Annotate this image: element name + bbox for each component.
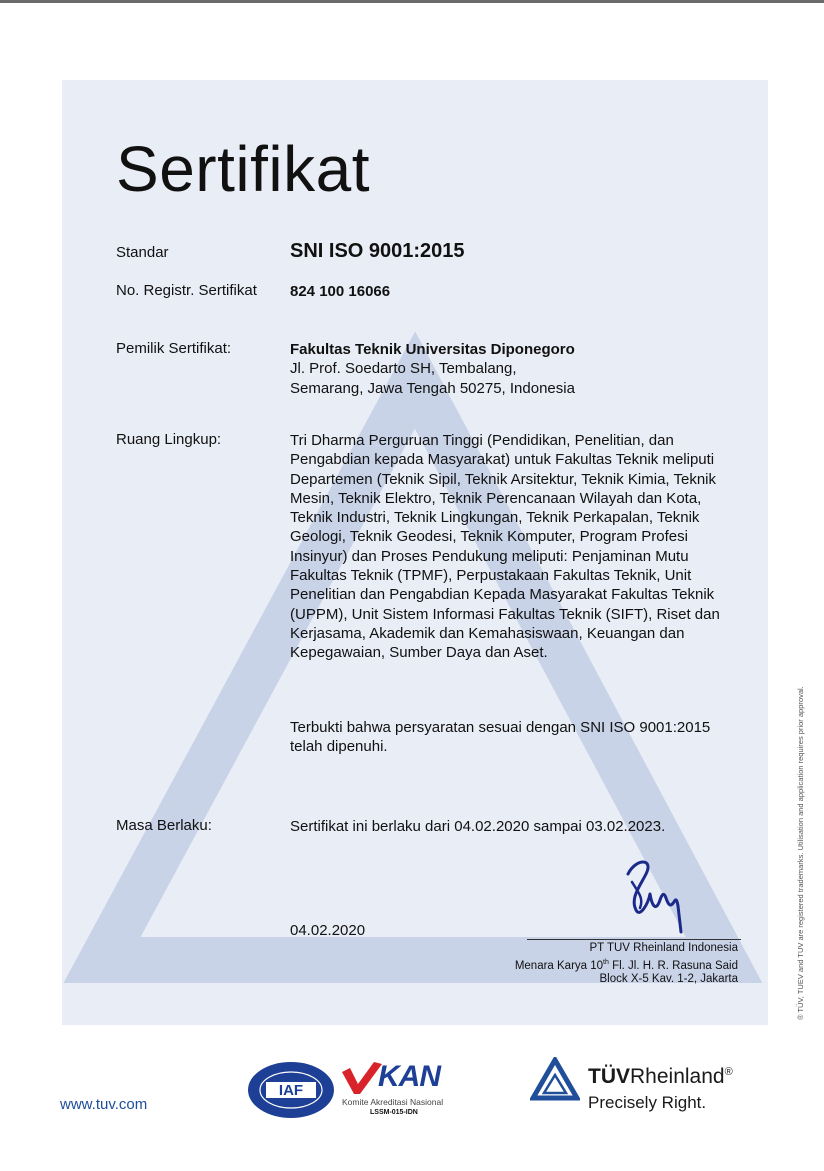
validity-label: Masa Berlaku: [116, 817, 212, 834]
issuer-block [515, 942, 738, 986]
scope-line: Fakultas Teknik (TPMF), Perpustakaan Fakultas Teknik, Unit [290, 567, 692, 585]
holder-label: Pemilik Sertifikat: [116, 340, 232, 357]
holder-block [290, 340, 575, 398]
iaf-logo-icon [246, 1060, 336, 1120]
top-edge-line [0, 0, 824, 3]
issue-date: 04.02.2020 [290, 922, 366, 939]
tuv-slogan: Precisely Right. [588, 1093, 707, 1112]
holder-address-line: Jl. Prof. Soedarto SH, Tembalang, [290, 360, 517, 378]
scope-line: Teknik Industri, Teknik Lingkungan, Teknik Perkapalan, Teknik [290, 509, 700, 527]
standard-label: Standar [116, 244, 169, 261]
scope-label: Ruang Lingkup: [116, 431, 222, 448]
svg-text:IAF: IAF [278, 1082, 304, 1099]
issuer-name: PT TUV Rheinland Indonesia [589, 942, 738, 954]
scope-line: Pengabdian kepada Masyarakat) untuk Fakultas Teknik meliputi [290, 451, 715, 469]
scope-line: Geologi, Teknik Geodesi, Teknik Komputer, Program Profesi [290, 528, 688, 546]
scope-line: Departemen (Teknik Sipil, Teknik Arsitektur, Teknik Kimia, Teknik [290, 470, 717, 488]
scope-line: Mesin, Teknik Elektro, Teknik Perencanaan Wilayah dan Kota, [290, 489, 702, 507]
kan-logo [342, 1060, 452, 1120]
trademark-note: ® TÜV, TUEV and TUV are registered trademarks. Utilisation and application requires prior approval. [796, 686, 805, 1020]
page-title: Sertifikat [116, 133, 370, 205]
kan-wordmark: KAN [378, 1060, 440, 1093]
website-link[interactable]: www.tuv.com [60, 1096, 148, 1113]
scope-line: Tri Dharma Perguruan Tinggi (Pendidikan, Penelitian, dan [290, 432, 674, 449]
holder-name: Fakultas Teknik Universitas Diponegoro [290, 341, 575, 358]
tuv-rheinland-logo [530, 1055, 780, 1120]
holder-address-line: Semarang, Jawa Tengah 50275, Indonesia [290, 379, 575, 397]
scope-line: (UPPM), Unit Sistem Informasi Fakultas Teknik (SIFT), Riset dan [290, 605, 720, 623]
scope-line: Kerjasama, Akademik dan Kemahasiswaan, Keuangan dan [290, 624, 685, 642]
kan-registration: LSSM-015-IDN [370, 1109, 418, 1116]
kan-checkmark-icon [342, 1062, 382, 1096]
signature-line [527, 939, 741, 940]
registration-value: 824 100 16066 [290, 283, 391, 300]
issuer-address-line: Block X-5 Kav. 1-2, Jakarta [599, 972, 738, 985]
scope-text [290, 431, 742, 663]
kan-subtitle: Komite Akreditasi Nasional [342, 1097, 444, 1107]
tuv-brand: TÜVRheinland® [588, 1065, 733, 1088]
signature-icon [610, 852, 690, 934]
validity-value: Sertifikat ini berlaku dari 04.02.2020 sampai 03.02.2023. [290, 818, 666, 835]
registration-label: No. Registr. Sertifikat [116, 282, 257, 299]
scope-line: Penelitian dan Pengabdian Kepada Masyarakat Fakultas Teknik [290, 586, 715, 604]
tuv-triangle-icon [530, 1057, 580, 1101]
fulfilled-line: telah dipenuhi. [290, 738, 388, 756]
standard-value: SNI ISO 9001:2015 [290, 240, 465, 262]
fulfilled-line: Terbukti bahwa persyaratan sesuai dengan SNI ISO 9001:2015 [290, 719, 711, 736]
scope-line: Kepegawaian, Sumber Daya dan Aset. [290, 644, 548, 662]
fulfilled-statement [290, 718, 710, 757]
issuer-address-line: Menara Karya 10th Fl. Jl. H. R. Rasuna Said [514, 958, 738, 972]
scope-line: Insinyur) dan Proses Pendukung meliputi: Penjaminan Mutu [290, 547, 689, 565]
